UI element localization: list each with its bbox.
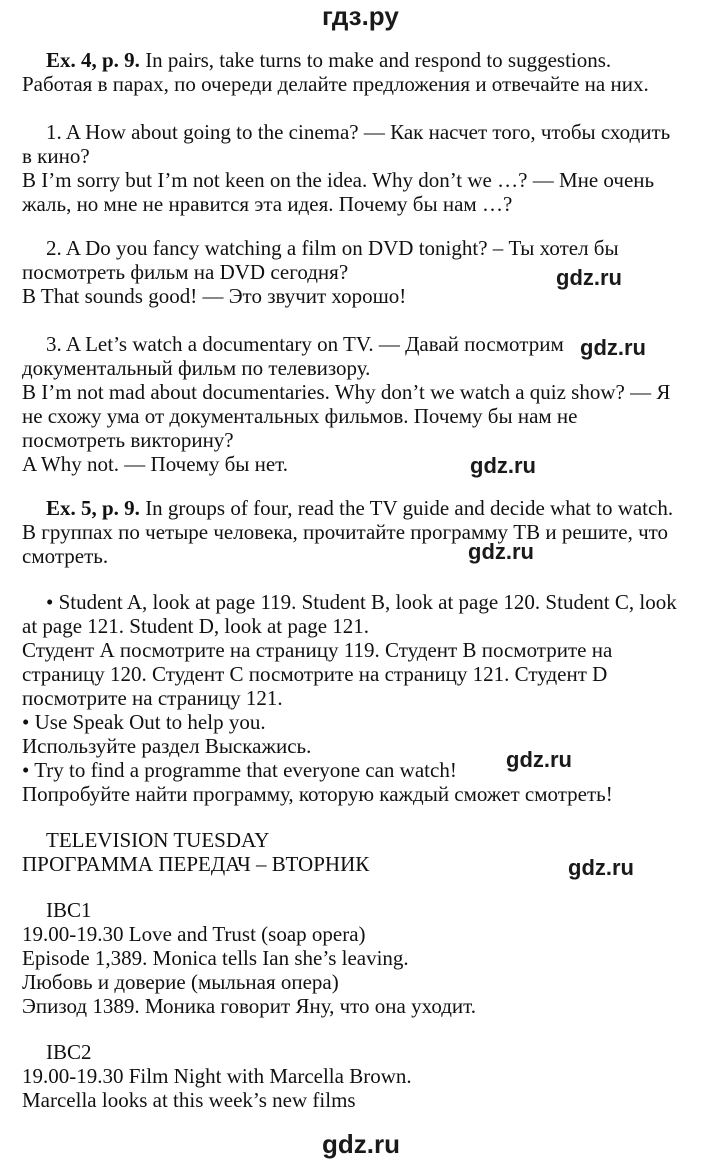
- ex5-bullet-line: Студент А посмотрите на страницу 119. Студент В посмотрите на: [22, 638, 613, 662]
- ibc2-line: Marcella looks at this week’s new films: [22, 1088, 356, 1112]
- dialog3-line: не схожу ума от документальных фильмов. Почему бы нам не: [22, 404, 578, 428]
- ex4-task-ru: Работая в парах, по очереди делайте предложения и отвечайте на них.: [22, 72, 649, 96]
- watermark: gdz.ru: [468, 539, 534, 564]
- dialog3-line: посмотреть викторину?: [22, 428, 234, 452]
- dialog1-line: жаль, но мне не нравится эта идея. Почему бы нам …?: [22, 192, 513, 216]
- watermark: gdz.ru: [470, 453, 536, 478]
- ex4-task-en: In pairs, take turns to make and respond to suggestions.: [139, 48, 612, 72]
- dialog2-line: 2. A Do you fancy watching a film on DVD tonight? – Ты хотел бы: [46, 236, 619, 260]
- dialog1-line: 1. A How about going to the cinema? — Как насчет того, чтобы сходить: [46, 120, 671, 144]
- ex5-bullet-line: • Try to find a programme that everyone can watch!: [22, 758, 457, 782]
- watermark: gdz.ru: [568, 855, 634, 880]
- ex5-bullet-line: посмотрите на страницу 121.: [22, 686, 283, 710]
- ibc2-line: 19.00-19.30 Film Night with Marcella Brown.: [22, 1064, 412, 1088]
- tv-title-ru: ПРОГРАММА ПЕРЕДАЧ – ВТОРНИК: [22, 852, 370, 876]
- dialog1-line: в кино?: [22, 144, 90, 168]
- ex5-label: Ex. 5, p. 9.: [46, 496, 140, 520]
- ex5-heading: [46, 496, 673, 520]
- ex4-label: Ex. 4, p. 9.: [46, 48, 140, 72]
- ex5-task-en: In groups of four, read the TV guide and decide what to watch.: [139, 496, 674, 520]
- dialog3-line: A Why not. — Почему бы нет.: [22, 452, 289, 476]
- site-footer: gdz.ru: [322, 1129, 400, 1159]
- ex5-task-ru: смотреть.: [22, 544, 109, 568]
- ibc1-line: 19.00-19.30 Love and Trust (soap opera): [22, 922, 366, 946]
- ibc2-channel: IBC2: [46, 1040, 92, 1064]
- ex4-heading: [46, 48, 611, 72]
- dialog1-line: B I’m sorry but I’m not keen on the idea. Why don’t we …? — Мне очень: [22, 168, 655, 192]
- dialog3-line: B I’m not mad about documentaries. Why don’t we watch a quiz show? — Я: [22, 380, 671, 404]
- ex5-task-ru: В группах по четыре человека, прочитайте программу ТВ и решите, что: [22, 520, 669, 544]
- ibc1-line: Любовь и доверие (мыльная опера): [22, 970, 339, 994]
- dialog2-line: B That sounds good! — Это звучит хорошо!: [22, 284, 407, 308]
- dialog3-line: 3. A Let’s watch a documentary on TV. — Давай посмотрим: [46, 332, 564, 356]
- ex5-bullet-line: • Use Speak Out to help you.: [22, 710, 266, 734]
- ibc1-channel: IBC1: [46, 898, 92, 922]
- ibc1-line: Эпизод 1389. Моника говорит Яну, что она уходит.: [22, 994, 476, 1018]
- ex5-bullet-line: • Student A, look at page 119. Student B, look at page 120. Student C, look: [46, 590, 677, 614]
- dialog3-line: документальный фильм по телевизору.: [22, 356, 371, 380]
- ex5-bullet-line: страницу 120. Студент С посмотрите на страницу 121. Студент D: [22, 662, 608, 686]
- watermark: gdz.ru: [580, 335, 646, 360]
- site-header: гдз.ру: [322, 1, 399, 31]
- dialog2-line: посмотреть фильм на DVD сегодня?: [22, 260, 349, 284]
- watermark: gdz.ru: [556, 265, 622, 290]
- watermark: gdz.ru: [506, 747, 572, 772]
- ibc1-line: Episode 1,389. Monica tells Ian she’s leaving.: [22, 946, 409, 970]
- ex5-bullet-line: at page 121. Student D, look at page 121.: [22, 614, 370, 638]
- tv-title-en: TELEVISION TUESDAY: [46, 828, 270, 852]
- ex5-bullet-line: Попробуйте найти программу, которую каждый сможет смотреть!: [22, 782, 613, 806]
- ex5-bullet-line: Используйте раздел Выскажись.: [22, 734, 312, 758]
